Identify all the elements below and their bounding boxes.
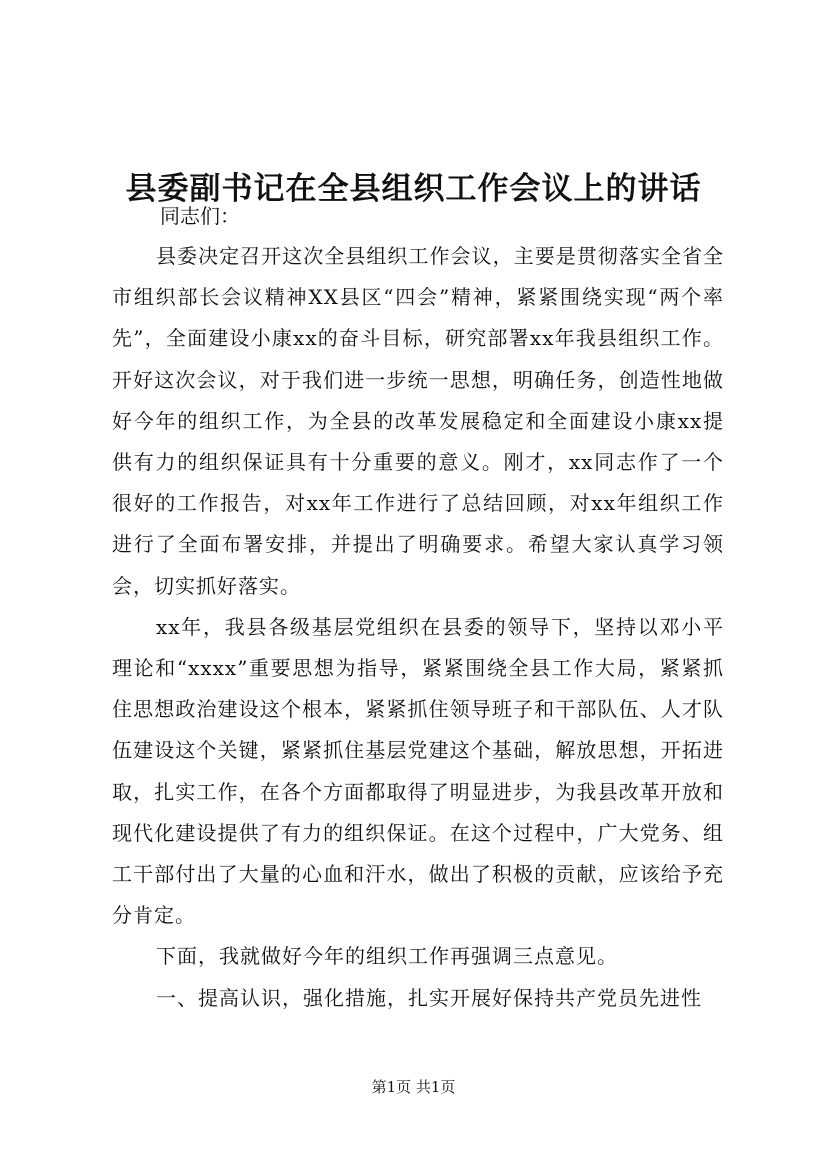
page-footer: 第1页 共1页 (371, 1078, 456, 1096)
paragraph: 一、提高认识，强化措施，扎实开展好保持共产党员先进性 (156, 985, 702, 1010)
paragraph: xx年，我县各级基层党组织在县委的领导下，坚持以邓小平理论和“xxxx”重要思想为指导，紧紧围绕全县工作大局，紧紧抓住思想政治建设这个根本，紧紧抓住领导班子和干部队伍、人才队伍建设这个关键，紧紧抓住基层党建这个基础，解放思想，开拓进取，扎实工作，在各个方面都取得了明显进步，为我县改革开放和现代化建设提供了有力的组织保证。在这个过程中，广大党务、组工干部付出了大量的心血和汗水，做出了积极的贡献，应该给予充分肯定。 (112, 614, 724, 928)
document-title: 县委副书记在全县组织工作会议上的讲话 (125, 170, 702, 207)
paragraph: 下面，我就做好今年的组织工作再强调三点意见。 (156, 944, 618, 969)
paragraph: 县委决定召开这次全县组织工作会议，主要是贯彻落实全省全市组织部长会议精神XX县区“四会”精神，紧紧围绕实现“两个率先”，全面建设小康xx的奋斗目标，研究部署xx年我县组织工作。开好这次会议，对于我们进一步统一思想，明确任务，创造性地做好今年的组织工作，为全县的改革发展稳定和全面建设小康xx提供有力的组织保证具有十分重要的意义。刚才，xx同志作了一个很好的工作报告，对xx年工作进行了总结回顾，对xx年组织工作进行了全面布署安排，并提出了明确要求。希望大家认真学习领会，切实抓好落实。 (112, 244, 724, 598)
salutation: 同志们： (160, 204, 240, 228)
document-body (112, 236, 724, 1019)
